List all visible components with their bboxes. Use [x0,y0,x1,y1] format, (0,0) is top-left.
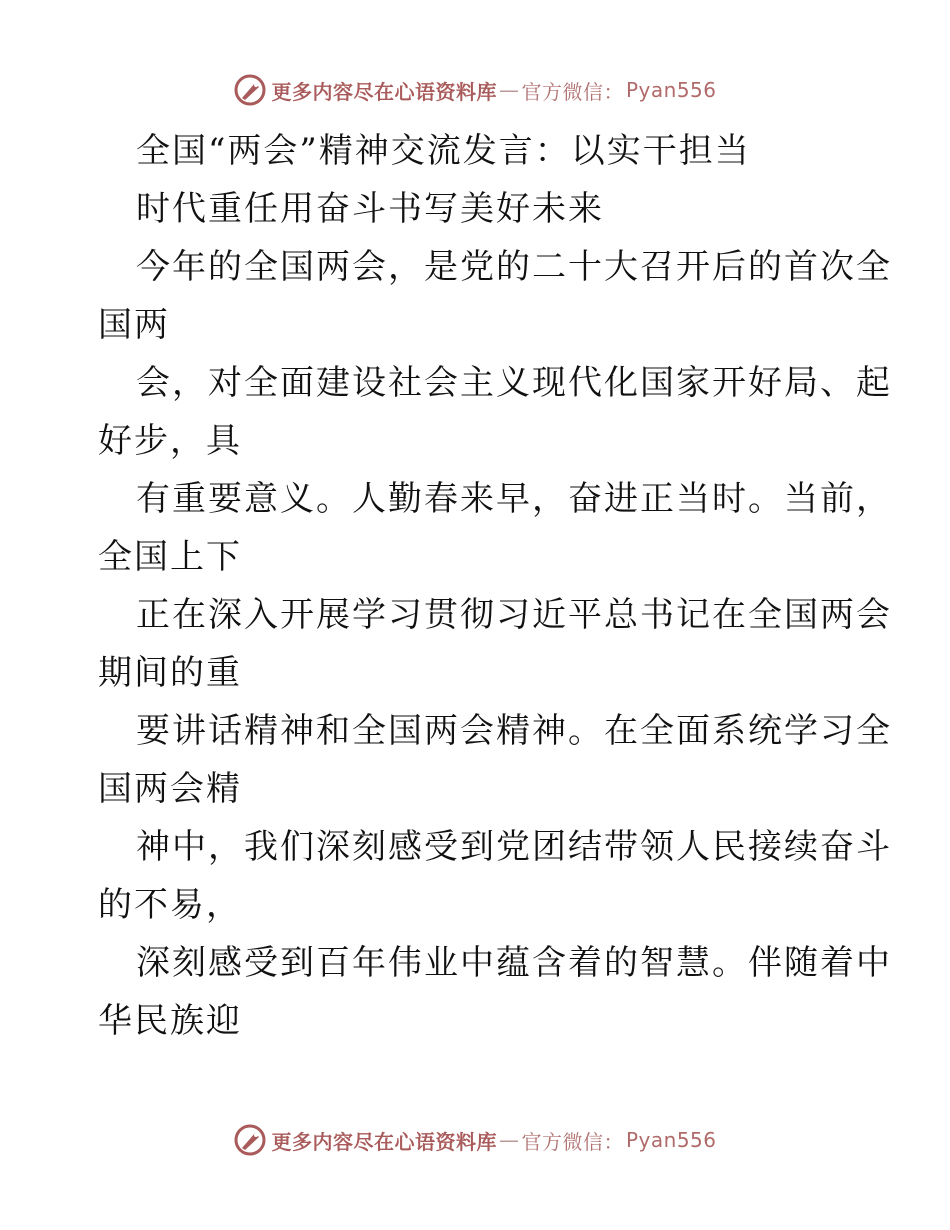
paragraph-line: 华民族迎 [98,1001,242,1041]
paragraph-line: 好步，具 [98,421,242,461]
pen-nib-logo-icon [233,1123,267,1157]
paragraph-line: 深刻感受到百年伟业中蕴含着的智慧。伴随着中 [136,943,892,983]
paragraph-line: 全国上下 [98,537,242,577]
paragraph-line: 国两 [98,305,170,345]
document-body [98,122,892,1050]
paragraph-line: 正在深入开展学习贯彻习近平总书记在全国两会 [136,595,892,635]
paragraph-line: 要讲话精神和全国两会精神。在全面系统学习全 [136,711,892,751]
title-line-1: 全国“两会”精神交流发言：以实干担当 [136,131,751,171]
header-wechat-label: 官方微信： [521,79,624,104]
paragraph-line: 期间的重 [98,653,242,693]
paragraph-line: 会，对全面建设社会主义现代化国家开好局、起 [136,363,892,403]
footer-brand-text: 更多内容尽在心语资料库 [271,1129,497,1154]
header-watermark-banner [0,70,950,110]
paragraph-line: 的不易， [98,885,242,925]
pen-nib-logo-icon [233,73,267,107]
footer-wechat-id: Pyan556 [625,1128,717,1152]
footer-wechat-label: 官方微信： [521,1129,624,1154]
paragraph-line: 神中，我们深刻感受到党团结带领人民接续奋斗 [136,827,892,867]
paragraph-line: 国两会精 [98,769,242,809]
footer-separator: — [498,1128,520,1152]
footer-watermark-banner [0,1120,950,1160]
header-separator: — [498,78,520,102]
paragraph-line: 有重要意义。人勤春来早，奋进正当时。当前， [136,479,892,519]
paragraph-line: 今年的全国两会，是党的二十大召开后的首次全 [136,247,892,287]
title-line-2: 时代重任用奋斗书写美好未来 [136,189,604,229]
header-wechat-id: Pyan556 [625,78,717,102]
header-brand-text: 更多内容尽在心语资料库 [271,79,497,104]
